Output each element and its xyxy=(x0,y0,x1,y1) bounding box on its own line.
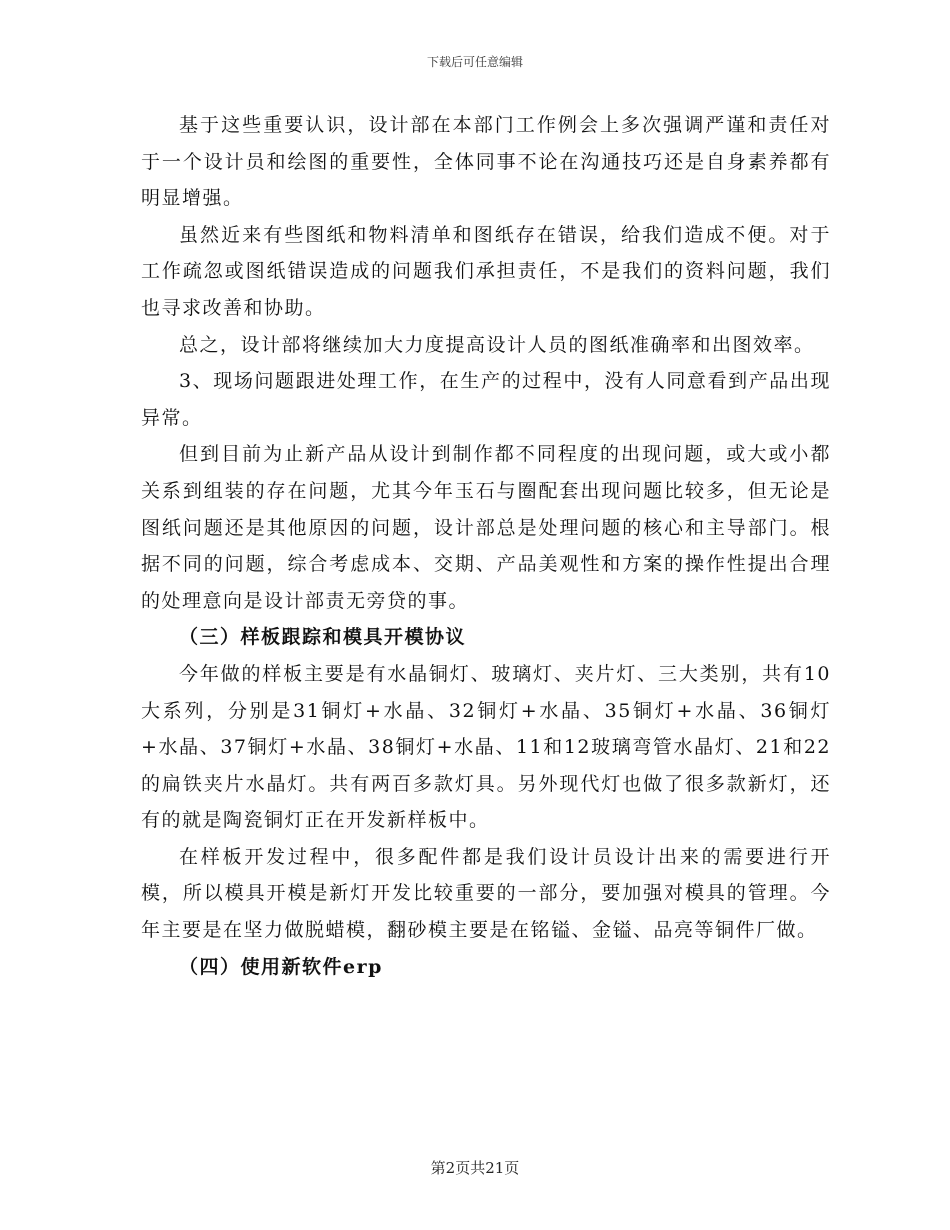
page-header: 下载后可任意编辑 xyxy=(426,55,523,69)
section-heading-4: （四）使用新软件erp xyxy=(179,955,383,978)
section-3-paragraph-2: 在样板开发过程中，很多配件都是我们设计员设计出来的需要进行开模，所以模具开模是新灯开发比较重要的一部分，要加强对模具的管理。今年主要是在坚力做脱蜡模，翻砂模主要是在铭镒、金镒、品亮等铜件厂做。 xyxy=(141,845,831,942)
paragraph-1: 基于这些重要认识，设计部在本部门工作例会上多次强调严谨和责任对于一个设计员和绘图的重要性，全体同事不论在沟通技巧还是自身素养都有明显增强。 xyxy=(141,114,831,210)
section-3-paragraph-1: 今年做的样板主要是有水晶铜灯、玻璃灯、夹片灯、三大类别，共有10大系列，分别是31铜灯+水晶、32铜灯+水晶、35铜灯+水晶、36铜灯+水晶、37铜灯+水晶、38铜灯+水晶、11和12玻璃弯管水晶灯、21和22的扁铁夹片水晶灯。共有两百多款灯具。另外现代灯也做了很多款新灯，还有的就是陶瓷铜灯正在开发新样板中。 xyxy=(141,662,831,832)
page-footer: 第2页共21页 xyxy=(430,1159,520,1177)
document-body xyxy=(141,107,831,985)
section-heading-3: （三）样板跟踪和模具开模协议 xyxy=(179,626,467,649)
paragraph-3: 总之，设计部将继续加大力度提高设计人员的图纸准确率和出图效率。 xyxy=(179,333,815,356)
paragraph-5: 但到目前为止新产品从设计到制作都不同程度的出现问题，或大或小都关系到组装的存在问题，尤其今年玉石与圈配套出现问题比较多，但无论是图纸问题还是其他原因的问题，设计部总是处理问题的核心和主导部门。根据不同的问题，综合考虑成本、交期、产品美观性和方案的操作性提出合理的处理意向是设计部责无旁贷的事。 xyxy=(141,443,831,612)
paragraph-2: 虽然近来有些图纸和物料清单和图纸存在错误，给我们造成不便。对于工作疏忽或图纸错误造成的问题我们承担责任，不是我们的资料问题，我们也寻求改善和协助。 xyxy=(141,223,831,319)
paragraph-4: 3、现场问题跟进处理工作，在生产的过程中，没有人同意看到产品出现异常。 xyxy=(141,370,831,429)
